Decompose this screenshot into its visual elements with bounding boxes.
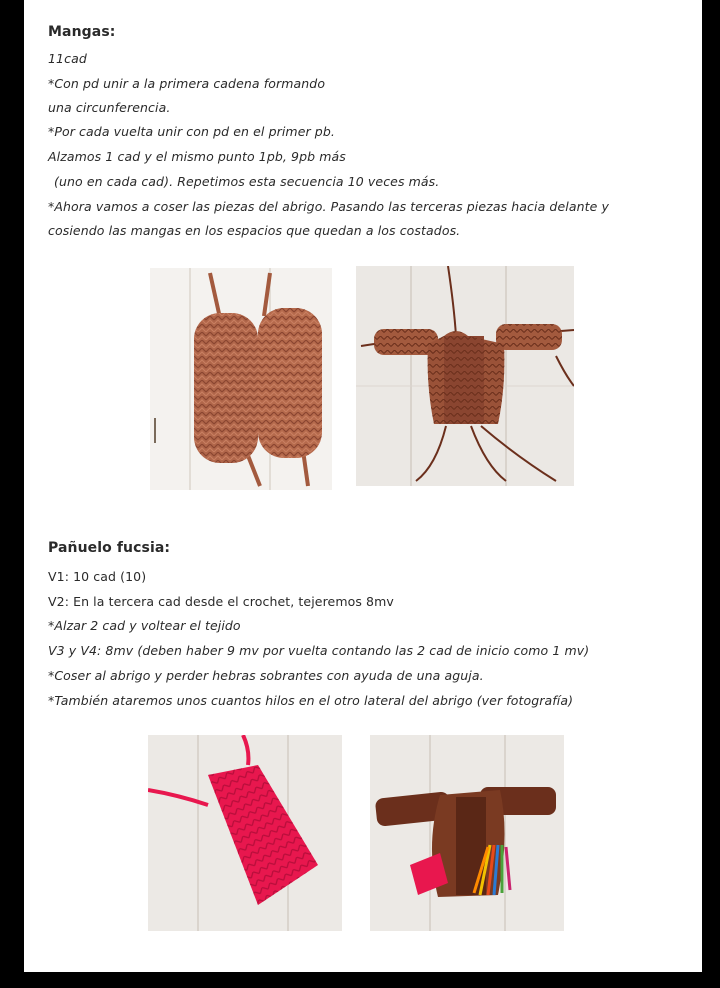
mangas-line-1: 11cad — [48, 51, 87, 66]
mangas-line-7: *Ahora vamos a coser las piezas del abrigo. Pasando las terceras piezas hacia delante y — [48, 199, 609, 214]
panuelo-line-1: V1: 10 cad (10) — [48, 569, 147, 584]
mangas-line-5: Alzamos 1 cad y el mismo punto 1pb, 9pb más — [48, 149, 346, 164]
fuchsia-scarf-photo — [148, 735, 342, 931]
panuelo-line-2: V2: En la tercera cad desde el crochet, tejeremos 8mv — [48, 594, 394, 609]
mangas-line-6: (uno en cada cad). Repetimos esta secuencia 10 veces más. — [54, 174, 440, 189]
panuelo-line-4: V3 y V4: 8mv (deben haber 9 mv por vuelta contando las 2 cad de inicio como 1 mv) — [48, 643, 590, 658]
mangas-title: Mangas: — [48, 24, 116, 40]
panuelo-line-6: *También ataremos unos cuantos hilos en el otro lateral del abrigo (ver fotografía) — [48, 693, 574, 708]
page-edge — [698, 0, 702, 972]
mangas-line-3: una circunferencia. — [48, 100, 171, 115]
mangas-line-4: *Por cada vuelta unir con pd en el primer pb. — [48, 124, 335, 139]
document-page — [24, 0, 698, 972]
sleeves-photo — [150, 268, 332, 490]
mangas-line-2: *Con pd unir a la primera cadena formando — [48, 76, 326, 91]
coat-assembly-photo — [356, 266, 574, 486]
panuelo-line-3: *Alzar 2 cad y voltear el tejido — [48, 618, 241, 633]
panuelo-title: Pañuelo fucsia: — [48, 540, 171, 556]
mangas-line-8: cosiendo las mangas en los espacios que quedan a los costados. — [48, 223, 461, 238]
finished-coat-photo — [370, 735, 564, 931]
panuelo-line-5: *Coser al abrigo y perder hebras sobrantes con ayuda de una aguja. — [48, 668, 484, 683]
